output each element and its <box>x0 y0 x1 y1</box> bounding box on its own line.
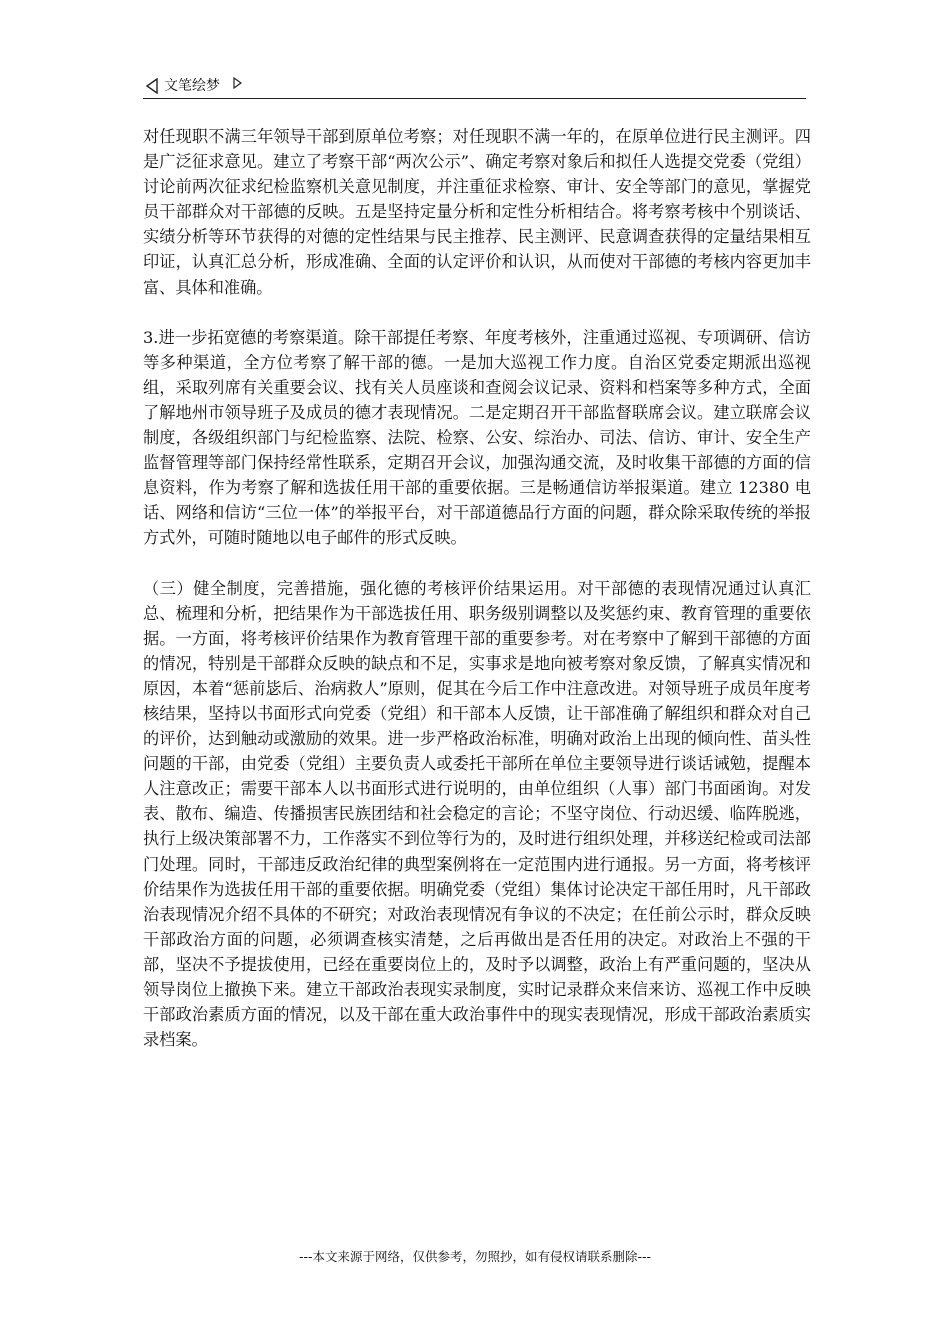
triangle-left-icon <box>145 78 159 94</box>
paragraph: 3.进一步拓宽德的考察渠道。除干部提任考察、年度考核外，注重通过巡视、专项调研、信访等多种渠道，全方位考察了解干部的德。一是加大巡视工作力度。自治区党委定期派出巡视组，采取列席有关重要会议、找有关人员座谈和查阅会议记录、资料和档案等多种方式，全面了解地州市领导班子及成员的德才表现情况。二是定期召开干部监督联席会议。建立联席会议制度，各级组织部门与纪检监察、法院、检察、公安、综治办、司法、信访、审计、安全生产监督管理等部门保持经常性联系，定期召开会议，加强沟通交流，及时收集干部德的方面的信息资料，作为考察了解和选拔任用干部的重要依据。三是畅通信访举报渠道。建立 12380 电话、网络和信访“三位一体”的举报平台，对干部道德品行方面的问题，群众除采取传统的举报方式外，可随时随地以电子邮件的形式反映。 <box>143 327 811 548</box>
paragraph: （三）健全制度，完善措施，强化德的考核评价结果运用。对干部德的表现情况通过认真汇总、梳理和分析，把结果作为干部选拔任用、职务级别调整以及奖惩约束、教育管理的重要依据。一方面，将考核评价结果作为教育管理干部的重要参考。对在考察中了解到干部德的方面的情况，特别是干部群众反映的缺点和不足，实事求是地向被考察对象反馈，了解真实情况和原因，本着“惩前毖后、治病救人”原则，促其在今后工作中注意改进。对领导班子成员年度考核结果，坚持以书面形式向党委（党组）和干部本人反馈，让干部准确了解组织和群众对自己的评价，达到触动或激励的效果。进一步严格政治标准，明确对政治上出现的倾向性、苗头性问题的干部，由党委（党组）主要负责人或委托干部所在单位主要领导进行谈话诫勉，提醒本人注意改正；需要干部本人以书面形式进行说明的，由单位组织（人事）部门书面函询。对发表、散布、编造、传播损害民族团结和社会稳定的言论；不坚守岗位、行动迟缓、临阵脱逃，执行上级决策部署不力，工作落实不到位等行为的，及时进行组织处理，并移送纪检或司法部门处理。同时，干部违反政治纪律的典型案例将在一定范围内进行通报。另一方面，将考核评价结果作为选拔任用干部的重要依据。明确党委（党组）集体讨论决定干部任用时，凡干部政治表现情况介绍不具体的不研究；对政治表现情况有争议的不决定；在任前公示时，群众反映干部政治方面的问题，必须调查核实清楚，之后再做出是否任用的决定。对政治上不强的干部，坚决不予提拔使用，已经在重要岗位上的，及时予以调整，政治上有严重问题的，坚决从领导岗位上撤换下来。建立干部政治表现实录制度，实时记录群众来信来访、巡视工作中反映干部政治素质方面的情况，以及干部在重大政治事件中的现实表现情况，形成干部政治素质实录档案。 <box>143 578 811 1050</box>
footer-disclaimer: ---本文来源于网络，仅供参考，勿照抄，如有侵权请联系删除--- <box>298 1249 652 1264</box>
header-brand: 文笔绘梦 <box>164 78 220 94</box>
document-body <box>143 124 811 1077</box>
triangle-right-icon <box>232 77 242 89</box>
paragraph: 对任现职不满三年领导干部到原单位考察；对任现职不满一年的，在原单位进行民主测评。四是广泛征求意见。建立了考察干部“两次公示”、确定考察对象后和拟任人选提交党委（党组）讨论前两次征求纪检监察机关意见制度，并注重征求检察、审计、安全等部门的意见，掌握党员干部群众对干部德的反映。五是坚持定量分析和定性分析相结合。将考察考核中个别谈话、实绩分析等环节获得的对德的定性结果与民主推荐、民主测评、民意调查获得的定量结果相互印证，认真汇总分析，形成准确、全面的认定评价和认识，从而使对干部德的考核内容更加丰富、具体和准确。 <box>143 127 811 297</box>
page-header <box>143 74 806 99</box>
